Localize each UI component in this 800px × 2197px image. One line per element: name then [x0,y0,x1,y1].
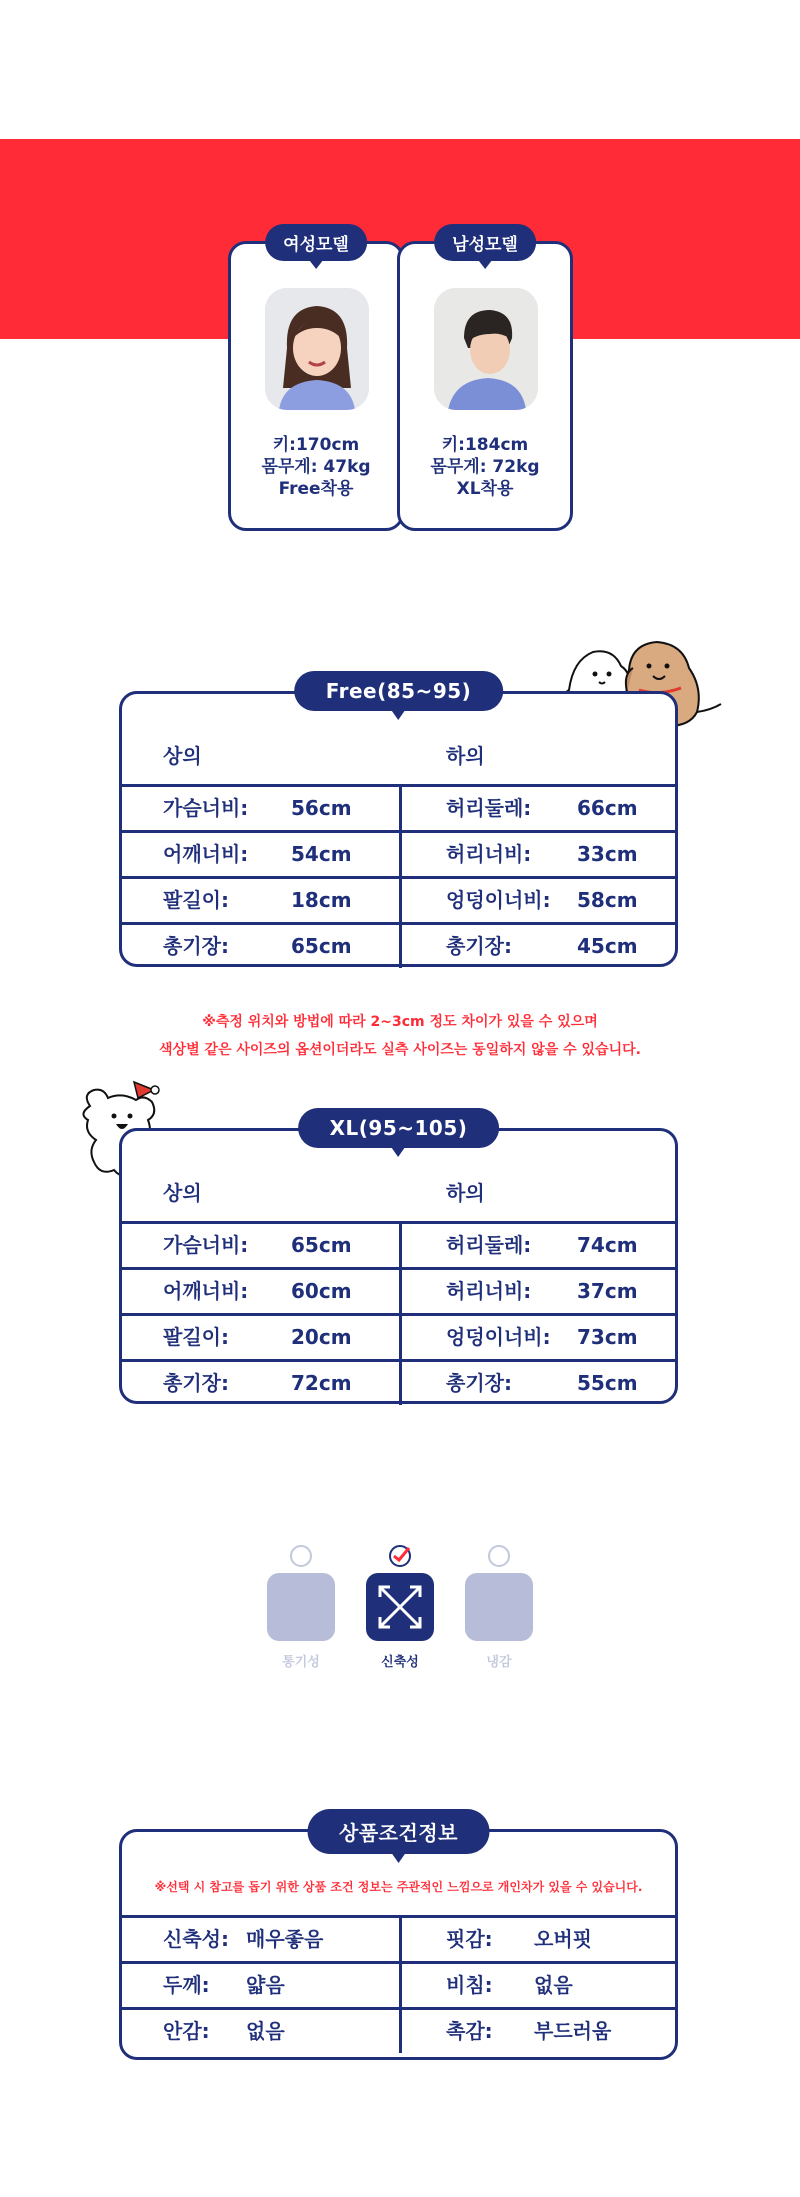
table-row [119,1961,678,2007]
measure-key: 허리둘레: [446,1233,532,1257]
info-key: 안감: [163,2019,210,2043]
male-model-card [397,235,573,531]
size-title-xl: XL(95~105) [298,1108,500,1148]
info-key: 두께: [163,1973,210,1997]
measure-key: 어깨너비: [163,1279,249,1303]
female-model-photo [265,288,369,410]
size-table-xl [119,1116,678,1404]
radio-icon [290,1545,312,1567]
measure-value: 65cm [291,1233,352,1257]
measure-key: 총기장: [163,934,229,958]
measure-key: 가슴너비: [163,796,249,820]
table-row [119,1915,678,1961]
info-key: 비침: [446,1973,493,1997]
measure-key: 총기장: [446,934,512,958]
male-height: 키:184cm [441,435,529,455]
female-model-info [231,434,401,500]
measure-value: 58cm [577,888,638,912]
measure-value: 45cm [577,934,638,958]
female-model-card [228,235,404,531]
measure-value: 33cm [577,842,638,866]
info-value: 오버핏 [534,1927,592,1951]
product-info-grid [119,1915,678,2053]
table-row [119,1359,678,1405]
feature-label: 통기성 [282,1655,320,1670]
bottom-label: 하의 [446,1181,485,1205]
measure-value: 60cm [291,1279,352,1303]
measure-key: 허리너비: [446,1279,532,1303]
female-size: Free착용 [278,479,354,499]
info-key: 촉감: [446,2019,493,2043]
measure-key: 엉덩이너비: [446,1325,551,1349]
measure-value: 18cm [291,888,352,912]
measure-key: 허리둘레: [446,796,532,820]
info-value: 없음 [534,1973,573,1997]
measure-key: 엉덩이너비: [446,888,551,912]
male-model-pill: 남성모델 [434,224,536,261]
male-weight: 몸무게: 72kg [430,457,540,477]
table-row [119,922,678,968]
measure-key: 팔길이: [163,1325,229,1349]
measure-key: 어깨너비: [163,842,249,866]
info-key: 신축성: [163,1927,229,1951]
stretch-arrows-icon [366,1573,434,1641]
top-label: 상의 [163,744,202,768]
measure-value: 56cm [291,796,352,820]
measure-value: 66cm [577,796,638,820]
table-row [119,1313,678,1359]
measure-key: 총기장: [446,1371,512,1395]
measure-value: 72cm [291,1371,352,1395]
feature-elasticity [364,1545,436,1670]
measure-value: 55cm [577,1371,638,1395]
info-key: 핏감: [446,1927,493,1951]
measure-key: 총기장: [163,1371,229,1395]
female-weight: 몸무게: 47kg [261,457,371,477]
male-model-info [400,434,570,500]
measure-key: 허리너비: [446,842,532,866]
size-table-free [119,679,678,967]
radio-icon [488,1545,510,1567]
info-value: 매우좋음 [246,1927,324,1951]
measure-key: 가슴너비: [163,1233,249,1257]
table-row [119,784,678,830]
pillow-icon [465,1573,533,1641]
table-row [119,1221,678,1267]
notice-line1: ※측정 위치와 방법에 따라 2~3cm 정도 차이가 있을 수 있으며 [202,1014,598,1030]
male-size: XL착용 [456,479,514,499]
product-info-note: ※선택 시 참고를 돕기 위한 상품 조건 정보는 주관적인 느낌으로 개인차가 있을 수 있습니다. [154,1880,643,1894]
feature-label: 신축성 [381,1655,419,1670]
size-grid-free [119,784,678,968]
table-row [119,830,678,876]
size-grid-xl [119,1221,678,1405]
measure-value: 54cm [291,842,352,866]
size-title-free: Free(85~95) [294,671,504,711]
measure-value: 20cm [291,1325,352,1349]
male-model-photo [434,288,538,410]
female-model-pill: 여성모델 [265,224,367,261]
feature-breathability [265,1545,337,1670]
top-label: 상의 [163,1181,202,1205]
bottom-label: 하의 [446,744,485,768]
product-info-box [119,1821,678,2060]
measure-value: 74cm [577,1233,638,1257]
measure-value: 73cm [577,1325,638,1349]
measure-value: 37cm [577,1279,638,1303]
product-info-title: 상품조건정보 [307,1809,490,1854]
measure-key: 팔길이: [163,888,229,912]
notice-line2: 색상별 같은 사이즈의 옵션이더라도 실측 사이즈는 동일하지 않을 수 있습니다. [159,1042,641,1058]
measure-value: 65cm [291,934,352,958]
table-row [119,2007,678,2053]
check-icon [389,1545,411,1567]
info-value: 부드러움 [534,2019,612,2043]
table-row [119,1267,678,1313]
feature-cooling [463,1545,535,1670]
info-value: 없음 [246,2019,285,2043]
feature-label: 냉감 [486,1655,512,1670]
table-row [119,876,678,922]
measurement-notice [0,1008,800,1064]
female-height: 키:170cm [272,435,360,455]
pillow-icon [267,1573,335,1641]
info-value: 얇음 [246,1973,285,1997]
